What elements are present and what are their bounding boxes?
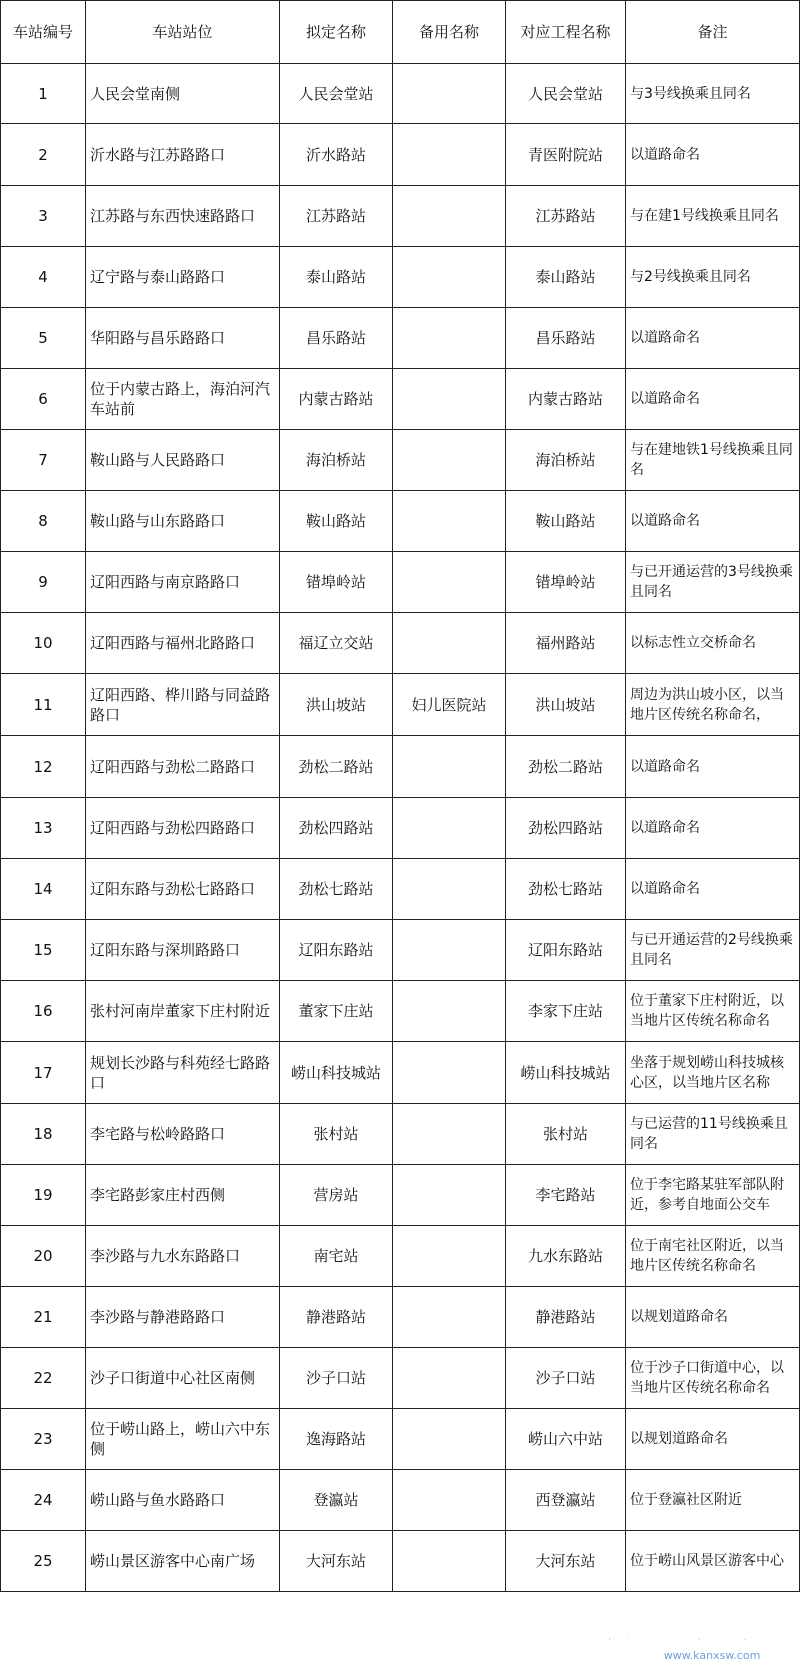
- cell-proposed-name: 人民会堂站: [280, 64, 393, 124]
- table-row: [1, 124, 800, 186]
- cell-station-number: 6: [1, 369, 86, 430]
- cell-station-location: 辽阳西路与南京路路口: [86, 552, 280, 613]
- remarks-text: 周边为洪山坡小区，以当地片区传统名称命名，: [630, 686, 784, 723]
- cell-station-location: 人民会堂南侧: [86, 64, 280, 124]
- cell-proposed-name: 静港路站: [280, 1287, 393, 1348]
- remarks-text: 以道路命名: [630, 881, 700, 897]
- cell-station-number: 10: [1, 613, 86, 674]
- table-row: [1, 1287, 800, 1348]
- cell-project-name: 江苏路站: [506, 186, 626, 247]
- cell-project-name: 福州路站: [506, 613, 626, 674]
- cell-alternate-name: [393, 552, 506, 613]
- cell-proposed-name: 错埠岭站: [280, 552, 393, 613]
- table-row: [1, 186, 800, 247]
- cell-station-location: 辽阳西路与劲松四路路口: [86, 798, 280, 859]
- cell-project-name: 错埠岭站: [506, 552, 626, 613]
- header-proposed-name: 拟定名称: [280, 1, 393, 64]
- cell-alternate-name: [393, 1165, 506, 1226]
- header-station-number: 车站编号: [1, 1, 86, 64]
- cell-remarks: [626, 247, 800, 308]
- cell-station-location: 华阳路与昌乐路路口: [86, 308, 280, 369]
- table-row: [1, 1531, 800, 1592]
- header-remarks: 备注: [626, 1, 800, 64]
- cell-proposed-name: 董家下庄站: [280, 981, 393, 1042]
- remarks-text: 以道路命名: [630, 758, 700, 775]
- cell-remarks: [626, 64, 800, 124]
- table-row: [1, 920, 800, 981]
- cell-station-number: 24: [1, 1470, 86, 1531]
- cell-station-location: 鞍山路与山东路路口: [86, 491, 280, 552]
- cell-proposed-name: 沂水路站: [280, 124, 393, 186]
- remarks-text: 以道路命名: [630, 820, 700, 836]
- table-row: [1, 736, 800, 798]
- cell-station-location: 辽阳西路与劲松二路路口: [86, 736, 280, 798]
- cell-remarks: [626, 1226, 800, 1287]
- cell-project-name: 辽阳东路站: [506, 920, 626, 981]
- cell-remarks: [626, 369, 800, 430]
- remarks-text: 与3号线换乘且同名: [630, 85, 751, 102]
- cell-remarks: [626, 430, 800, 491]
- watermark-url: www.kanxsw.com: [663, 1649, 761, 1662]
- cell-station-location: 崂山景区游客中心南广场: [86, 1531, 280, 1592]
- cell-alternate-name: [393, 1104, 506, 1165]
- cell-remarks: [626, 1104, 800, 1165]
- remarks-text: 以标志性立交桥命名: [630, 635, 756, 651]
- cell-alternate-name: [393, 1042, 506, 1104]
- cell-remarks: [626, 613, 800, 674]
- cell-alternate-name: [393, 308, 506, 369]
- cell-station-number: 9: [1, 552, 86, 613]
- cell-station-number: 7: [1, 430, 86, 491]
- cell-proposed-name: 沙子口站: [280, 1348, 393, 1409]
- cell-remarks: [626, 736, 800, 798]
- cell-project-name: 青医附院站: [506, 124, 626, 186]
- cell-project-name: 劲松二路站: [506, 736, 626, 798]
- cell-remarks: [626, 981, 800, 1042]
- table-row: [1, 613, 800, 674]
- cell-remarks: [626, 186, 800, 247]
- cell-remarks: [626, 1470, 800, 1531]
- cell-station-location: 李宅路彭家庄村西侧: [86, 1165, 280, 1226]
- cell-alternate-name: [393, 186, 506, 247]
- table-row: [1, 1470, 800, 1531]
- cell-proposed-name: 福辽立交站: [280, 613, 393, 674]
- table-row: [1, 981, 800, 1042]
- remarks-text: 以道路命名: [630, 330, 700, 346]
- cell-proposed-name: 劲松二路站: [280, 736, 393, 798]
- table-row: [1, 64, 800, 124]
- cell-project-name: 西登瀛站: [506, 1470, 626, 1531]
- cell-project-name: 崂山六中站: [506, 1409, 626, 1470]
- remarks-text: 位于南宅社区附近，以当地片区传统名称命名: [630, 1238, 784, 1274]
- header-row: [1, 1, 800, 64]
- cell-proposed-name: 江苏路站: [280, 186, 393, 247]
- cell-station-location: 辽阳东路与深圳路路口: [86, 920, 280, 981]
- cell-station-number: 5: [1, 308, 86, 369]
- table-row: [1, 308, 800, 369]
- cell-remarks: [626, 491, 800, 552]
- remarks-text: 以道路命名: [630, 146, 700, 163]
- cell-alternate-name: [393, 491, 506, 552]
- cell-station-location: 辽阳东路与劲松七路路口: [86, 859, 280, 920]
- cell-proposed-name: 营房站: [280, 1165, 393, 1226]
- table-row: [1, 1348, 800, 1409]
- cell-remarks: [626, 1409, 800, 1470]
- cell-station-number: 16: [1, 981, 86, 1042]
- remarks-text: 位于登瀛社区附近: [630, 1492, 742, 1508]
- cell-alternate-name: [393, 859, 506, 920]
- remarks-text: 与在建1号线换乘且同名: [630, 208, 779, 224]
- cell-proposed-name: 逸海路站: [280, 1409, 393, 1470]
- remarks-text: 以道路命名: [630, 391, 700, 407]
- cell-station-location: 李沙路与九水东路路口: [86, 1226, 280, 1287]
- cell-project-name: 崂山科技城站: [506, 1042, 626, 1104]
- cell-alternate-name: [393, 920, 506, 981]
- cell-station-location: 位于崂山路上，崂山六中东侧: [86, 1409, 280, 1470]
- cell-station-location: 位于内蒙古路上，海泊河汽车站前: [86, 369, 280, 430]
- remarks-text: 与在建地铁1号线换乘且同名: [630, 442, 793, 478]
- cell-station-number: 11: [1, 674, 86, 736]
- cell-remarks: [626, 674, 800, 736]
- cell-project-name: 海泊桥站: [506, 430, 626, 491]
- header-station-location: 车站站位: [86, 1, 280, 64]
- remarks-text: 以道路命名: [630, 513, 700, 529]
- cell-project-name: 李家下庄站: [506, 981, 626, 1042]
- cell-station-number: 19: [1, 1165, 86, 1226]
- cell-station-location: 鞍山路与人民路路口: [86, 430, 280, 491]
- cell-station-number: 14: [1, 859, 86, 920]
- cell-proposed-name: 鞍山路站: [280, 491, 393, 552]
- cell-project-name: 静港路站: [506, 1287, 626, 1348]
- cell-project-name: 九水东路站: [506, 1226, 626, 1287]
- table-row: [1, 1409, 800, 1470]
- cell-station-number: 17: [1, 1042, 86, 1104]
- cell-station-number: 25: [1, 1531, 86, 1592]
- cell-station-location: 辽宁路与泰山路路口: [86, 247, 280, 308]
- cell-proposed-name: 洪山坡站: [280, 674, 393, 736]
- cell-station-location: 张村河南岸董家下庄村附近: [86, 981, 280, 1042]
- cell-station-number: 13: [1, 798, 86, 859]
- table-row: [1, 1226, 800, 1287]
- cell-remarks: [626, 859, 800, 920]
- table-row: [1, 1165, 800, 1226]
- cell-proposed-name: 南宅站: [280, 1226, 393, 1287]
- cell-alternate-name: [393, 1287, 506, 1348]
- cell-remarks: [626, 798, 800, 859]
- table-row: [1, 430, 800, 491]
- table-body: [1, 64, 800, 1592]
- header-project-name: 对应工程名称: [506, 1, 626, 64]
- cell-alternate-name: [393, 1348, 506, 1409]
- cell-station-number: 15: [1, 920, 86, 981]
- cell-project-name: 内蒙古路站: [506, 369, 626, 430]
- cell-alternate-name: 妇儿医院站: [393, 674, 506, 736]
- cell-remarks: [626, 124, 800, 186]
- remarks-text: 位于李宅路某驻军部队附近，参考自地面公交车: [630, 1177, 784, 1213]
- cell-station-number: 22: [1, 1348, 86, 1409]
- remarks-text: 以规划道路命名: [630, 1309, 728, 1325]
- cell-proposed-name: 海泊桥站: [280, 430, 393, 491]
- cell-alternate-name: [393, 124, 506, 186]
- cell-proposed-name: 泰山路站: [280, 247, 393, 308]
- cell-station-number: 20: [1, 1226, 86, 1287]
- cell-remarks: [626, 1531, 800, 1592]
- cell-proposed-name: 辽阳东路站: [280, 920, 393, 981]
- cell-alternate-name: [393, 64, 506, 124]
- cell-station-number: 3: [1, 186, 86, 247]
- watermark-logo: [562, 1609, 794, 1665]
- cell-project-name: 沙子口站: [506, 1348, 626, 1409]
- cell-project-name: 人民会堂站: [506, 64, 626, 124]
- cell-proposed-name: 崂山科技城站: [280, 1042, 393, 1104]
- cell-project-name: 大河东站: [506, 1531, 626, 1592]
- cell-station-location: 崂山路与鱼水路路口: [86, 1470, 280, 1531]
- cell-alternate-name: [393, 369, 506, 430]
- remarks-text: 坐落于规划崂山科技城核心区，以当地片区名称: [630, 1054, 784, 1091]
- remarks-text: 位于董家下庄村附近，以当地片区传统名称命名: [630, 993, 784, 1029]
- header-alternate-name: 备用名称: [393, 1, 506, 64]
- cell-proposed-name: 大河东站: [280, 1531, 393, 1592]
- cell-alternate-name: [393, 613, 506, 674]
- cell-project-name: 张村站: [506, 1104, 626, 1165]
- cell-station-number: 4: [1, 247, 86, 308]
- cell-project-name: 鞍山路站: [506, 491, 626, 552]
- cell-station-number: 21: [1, 1287, 86, 1348]
- cell-alternate-name: [393, 1409, 506, 1470]
- cell-station-number: 18: [1, 1104, 86, 1165]
- cell-project-name: 李宅路站: [506, 1165, 626, 1226]
- remarks-text: 以规划道路命名: [630, 1431, 728, 1447]
- cell-proposed-name: 登瀛站: [280, 1470, 393, 1531]
- cell-proposed-name: 劲松七路站: [280, 859, 393, 920]
- watermark-text: 深圳地铁查询: [606, 1617, 750, 1645]
- remarks-text: 位于崂山风景区游客中心: [630, 1553, 784, 1569]
- cell-station-location: 李沙路与静港路路口: [86, 1287, 280, 1348]
- cell-proposed-name: 昌乐路站: [280, 308, 393, 369]
- cell-remarks: [626, 552, 800, 613]
- cell-station-location: 沂水路与江苏路路口: [86, 124, 280, 186]
- cell-station-location: 江苏路与东西快速路路口: [86, 186, 280, 247]
- table-row: [1, 247, 800, 308]
- cell-remarks: [626, 1348, 800, 1409]
- cell-remarks: [626, 1287, 800, 1348]
- table-row: [1, 1104, 800, 1165]
- cell-alternate-name: [393, 736, 506, 798]
- cell-alternate-name: [393, 1531, 506, 1592]
- remarks-text: 与2号线换乘且同名: [630, 269, 751, 285]
- cell-project-name: 洪山坡站: [506, 674, 626, 736]
- cell-station-number: 12: [1, 736, 86, 798]
- cell-project-name: 泰山路站: [506, 247, 626, 308]
- cell-station-number: 23: [1, 1409, 86, 1470]
- cell-station-number: 1: [1, 64, 86, 124]
- table-row: [1, 674, 800, 736]
- cell-remarks: [626, 1042, 800, 1104]
- cell-proposed-name: 内蒙古路站: [280, 369, 393, 430]
- cell-alternate-name: [393, 1226, 506, 1287]
- cell-station-number: 2: [1, 124, 86, 186]
- table-row: [1, 1042, 800, 1104]
- remarks-text: 与已运营的11号线换乘且同名: [630, 1116, 788, 1152]
- cell-remarks: [626, 1165, 800, 1226]
- cell-proposed-name: 劲松四路站: [280, 798, 393, 859]
- remarks-text: 与已开通运营的3号线换乘且同名: [630, 564, 793, 600]
- cell-alternate-name: [393, 981, 506, 1042]
- cell-station-location: 辽阳西路、桦川路与同益路路口: [86, 674, 280, 736]
- cell-project-name: 劲松四路站: [506, 798, 626, 859]
- cell-station-location: 规划长沙路与科苑经七路路口: [86, 1042, 280, 1104]
- table-row: [1, 859, 800, 920]
- cell-proposed-name: 张村站: [280, 1104, 393, 1165]
- cell-station-location: 辽阳西路与福州北路路口: [86, 613, 280, 674]
- cell-station-number: 8: [1, 491, 86, 552]
- table-row: [1, 798, 800, 859]
- cell-remarks: [626, 308, 800, 369]
- cell-alternate-name: [393, 247, 506, 308]
- table-row: [1, 369, 800, 430]
- cell-alternate-name: [393, 798, 506, 859]
- cell-alternate-name: [393, 1470, 506, 1531]
- table-row: [1, 552, 800, 613]
- table-row: [1, 491, 800, 552]
- cell-remarks: [626, 920, 800, 981]
- cell-project-name: 劲松七路站: [506, 859, 626, 920]
- cell-project-name: 昌乐路站: [506, 308, 626, 369]
- remarks-text: 位于沙子口街道中心，以当地片区传统名称命名: [630, 1360, 784, 1396]
- cell-station-location: 李宅路与松岭路路口: [86, 1104, 280, 1165]
- remarks-text: 与已开通运营的2号线换乘且同名: [630, 932, 793, 968]
- cell-alternate-name: [393, 430, 506, 491]
- cell-station-location: 沙子口街道中心社区南侧: [86, 1348, 280, 1409]
